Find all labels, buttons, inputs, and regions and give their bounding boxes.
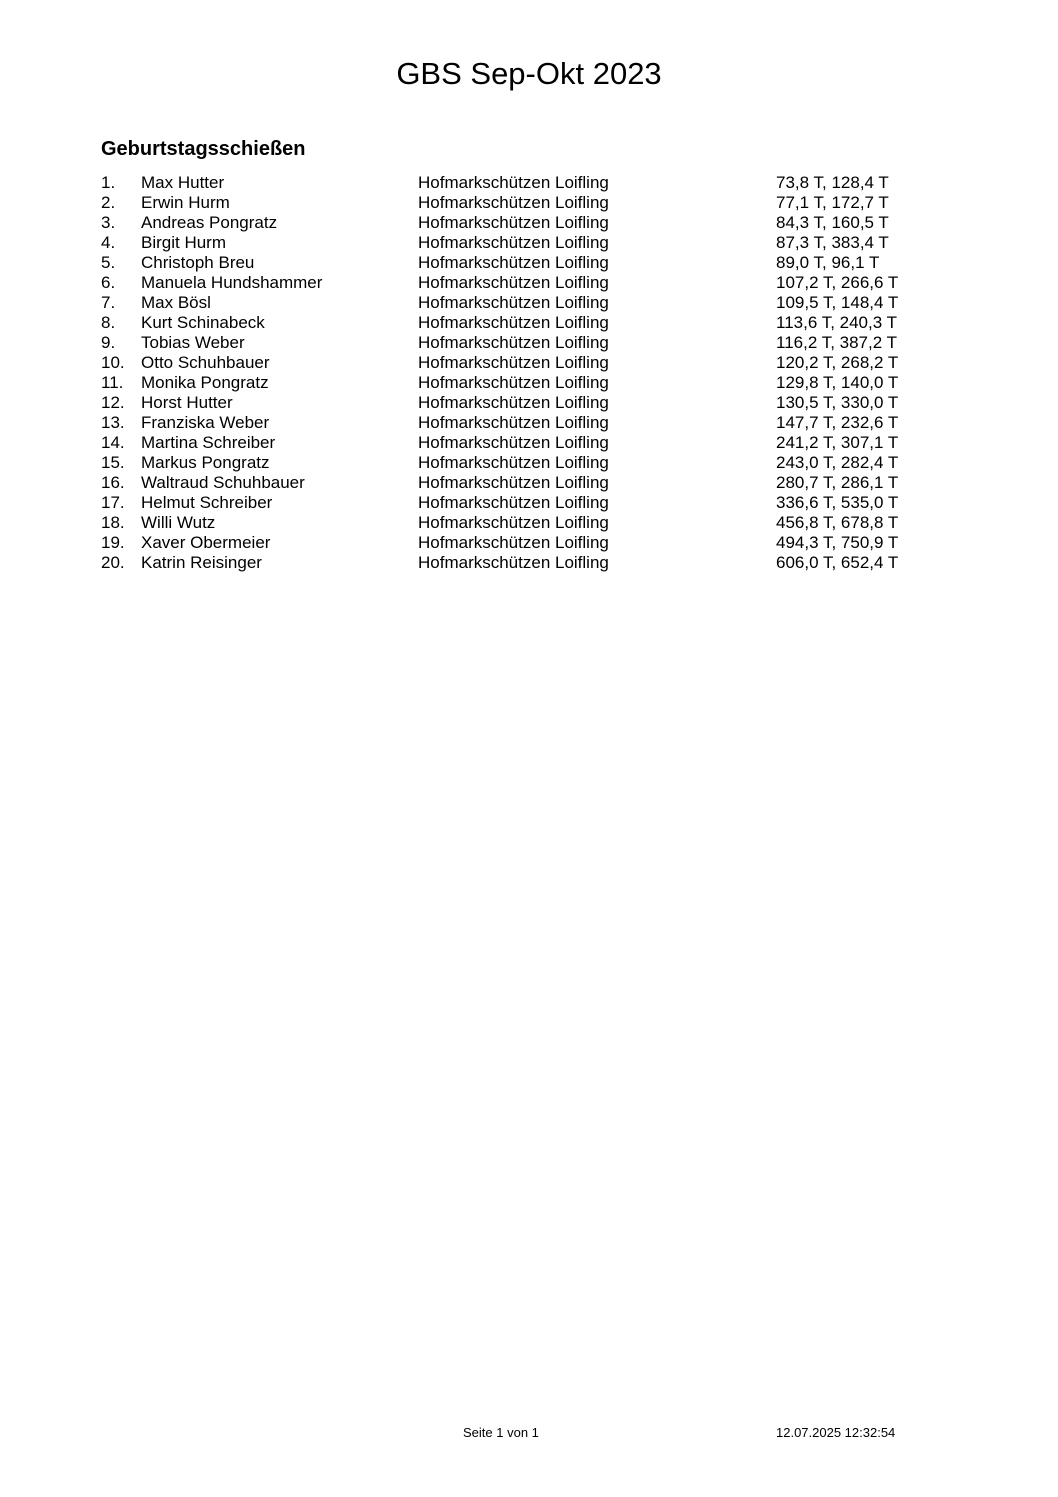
result-rank: 9. xyxy=(101,333,116,352)
result-rank: 2. xyxy=(101,193,116,212)
result-rank: 17. xyxy=(101,493,125,512)
result-row xyxy=(101,353,941,373)
result-rank: 20. xyxy=(101,553,125,572)
club-name: Hofmarkschützen Loifling xyxy=(418,173,609,192)
result-rank: 13. xyxy=(101,413,125,432)
shooter-name: Waltraud Schuhbauer xyxy=(141,473,305,492)
result-score: 243,0 T, 282,4 T xyxy=(776,453,899,472)
shooter-name: Martina Schreiber xyxy=(141,433,276,452)
club-name: Hofmarkschützen Loifling xyxy=(418,533,609,552)
result-rank: 10. xyxy=(101,353,125,372)
result-row xyxy=(101,493,941,513)
result-rank: 8. xyxy=(101,313,116,332)
result-score: 120,2 T, 268,2 T xyxy=(776,353,899,372)
result-row xyxy=(101,273,941,293)
shooter-name: Xaver Obermeier xyxy=(141,533,271,552)
club-name: Hofmarkschützen Loifling xyxy=(418,373,609,392)
club-name: Hofmarkschützen Loifling xyxy=(418,333,609,352)
result-row xyxy=(101,373,941,393)
result-rank: 18. xyxy=(101,513,125,532)
document-title: GBS Sep-Okt 2023 xyxy=(396,56,662,91)
result-score: 84,3 T, 160,5 T xyxy=(776,213,889,232)
shooter-name: Willi Wutz xyxy=(141,513,216,532)
result-score: 494,3 T, 750,9 T xyxy=(776,533,899,552)
club-name: Hofmarkschützen Loifling xyxy=(418,433,609,452)
shooter-name: Erwin Hurm xyxy=(141,193,230,212)
club-name: Hofmarkschützen Loifling xyxy=(418,453,609,472)
result-score: 606,0 T, 652,4 T xyxy=(776,553,899,572)
result-score: 109,5 T, 148,4 T xyxy=(776,293,899,312)
result-score: 73,8 T, 128,4 T xyxy=(776,173,889,192)
result-row xyxy=(101,513,941,533)
club-name: Hofmarkschützen Loifling xyxy=(418,213,609,232)
result-rank: 5. xyxy=(101,253,116,272)
result-row xyxy=(101,413,941,433)
result-row xyxy=(101,393,941,413)
shooter-name: Tobias Weber xyxy=(141,333,245,352)
result-score: 280,7 T, 286,1 T xyxy=(776,473,899,492)
club-name: Hofmarkschützen Loifling xyxy=(418,293,609,312)
result-row xyxy=(101,293,941,313)
shooter-name: Max Hutter xyxy=(141,173,225,192)
club-name: Hofmarkschützen Loifling xyxy=(418,513,609,532)
result-rank: 4. xyxy=(101,233,116,252)
club-name: Hofmarkschützen Loifling xyxy=(418,553,609,572)
shooter-name: Max Bösl xyxy=(141,293,211,312)
result-rank: 1. xyxy=(101,173,116,192)
shooter-name: Monika Pongratz xyxy=(141,373,269,392)
result-score: 147,7 T, 232,6 T xyxy=(776,413,899,432)
result-row xyxy=(101,253,941,273)
club-name: Hofmarkschützen Loifling xyxy=(418,253,609,272)
club-name: Hofmarkschützen Loifling xyxy=(418,273,609,292)
shooter-name: Christoph Breu xyxy=(141,253,255,272)
club-name: Hofmarkschützen Loifling xyxy=(418,313,609,332)
club-name: Hofmarkschützen Loifling xyxy=(418,473,609,492)
club-name: Hofmarkschützen Loifling xyxy=(418,413,609,432)
shooter-name: Andreas Pongratz xyxy=(141,213,278,232)
result-rank: 11. xyxy=(101,373,124,392)
section-title: Geburtstagsschießen xyxy=(101,138,306,160)
shooter-name: Manuela Hundshammer xyxy=(141,273,323,292)
result-rank: 3. xyxy=(101,213,116,232)
result-row xyxy=(101,453,941,473)
shooter-name: Birgit Hurm xyxy=(141,233,227,252)
result-row xyxy=(101,333,941,353)
result-row xyxy=(101,233,941,253)
result-score: 129,8 T, 140,0 T xyxy=(776,373,899,392)
club-name: Hofmarkschützen Loifling xyxy=(418,233,609,252)
result-score: 130,5 T, 330,0 T xyxy=(776,393,899,412)
results-list xyxy=(101,173,941,573)
result-score: 113,6 T, 240,3 T xyxy=(776,313,897,332)
shooter-name: Franziska Weber xyxy=(141,413,270,432)
print-timestamp: 12.07.2025 12:32:54 xyxy=(776,1425,896,1440)
result-row xyxy=(101,173,941,193)
result-score: 116,2 T, 387,2 T xyxy=(776,333,897,352)
page-number: Seite 1 von 1 xyxy=(463,1425,539,1440)
club-name: Hofmarkschützen Loifling xyxy=(418,493,609,512)
club-name: Hofmarkschützen Loifling xyxy=(418,353,609,372)
result-row xyxy=(101,473,941,493)
result-score: 89,0 T, 96,1 T xyxy=(776,253,880,272)
result-rank: 16. xyxy=(101,473,125,492)
shooter-name: Katrin Reisinger xyxy=(141,553,262,572)
result-row xyxy=(101,193,941,213)
shooter-name: Horst Hutter xyxy=(141,393,233,412)
result-score: 336,6 T, 535,0 T xyxy=(776,493,899,512)
result-row xyxy=(101,533,941,553)
shooter-name: Otto Schuhbauer xyxy=(141,353,270,372)
result-rank: 15. xyxy=(101,453,125,472)
shooter-name: Kurt Schinabeck xyxy=(141,313,265,332)
result-rank: 14. xyxy=(101,433,125,452)
club-name: Hofmarkschützen Loifling xyxy=(418,193,609,212)
result-row xyxy=(101,433,941,453)
result-rank: 6. xyxy=(101,273,116,292)
result-row xyxy=(101,213,941,233)
result-score: 77,1 T, 172,7 T xyxy=(776,193,889,212)
shooter-name: Markus Pongratz xyxy=(141,453,270,472)
result-row xyxy=(101,553,941,573)
shooter-name: Helmut Schreiber xyxy=(141,493,273,512)
result-row xyxy=(101,313,941,333)
result-rank: 7. xyxy=(101,293,116,312)
result-score: 87,3 T, 383,4 T xyxy=(776,233,889,252)
result-rank: 12. xyxy=(101,393,125,412)
result-score: 456,8 T, 678,8 T xyxy=(776,513,899,532)
result-score: 241,2 T, 307,1 T xyxy=(776,433,899,452)
result-score: 107,2 T, 266,6 T xyxy=(776,273,899,292)
result-rank: 19. xyxy=(101,533,125,552)
club-name: Hofmarkschützen Loifling xyxy=(418,393,609,412)
